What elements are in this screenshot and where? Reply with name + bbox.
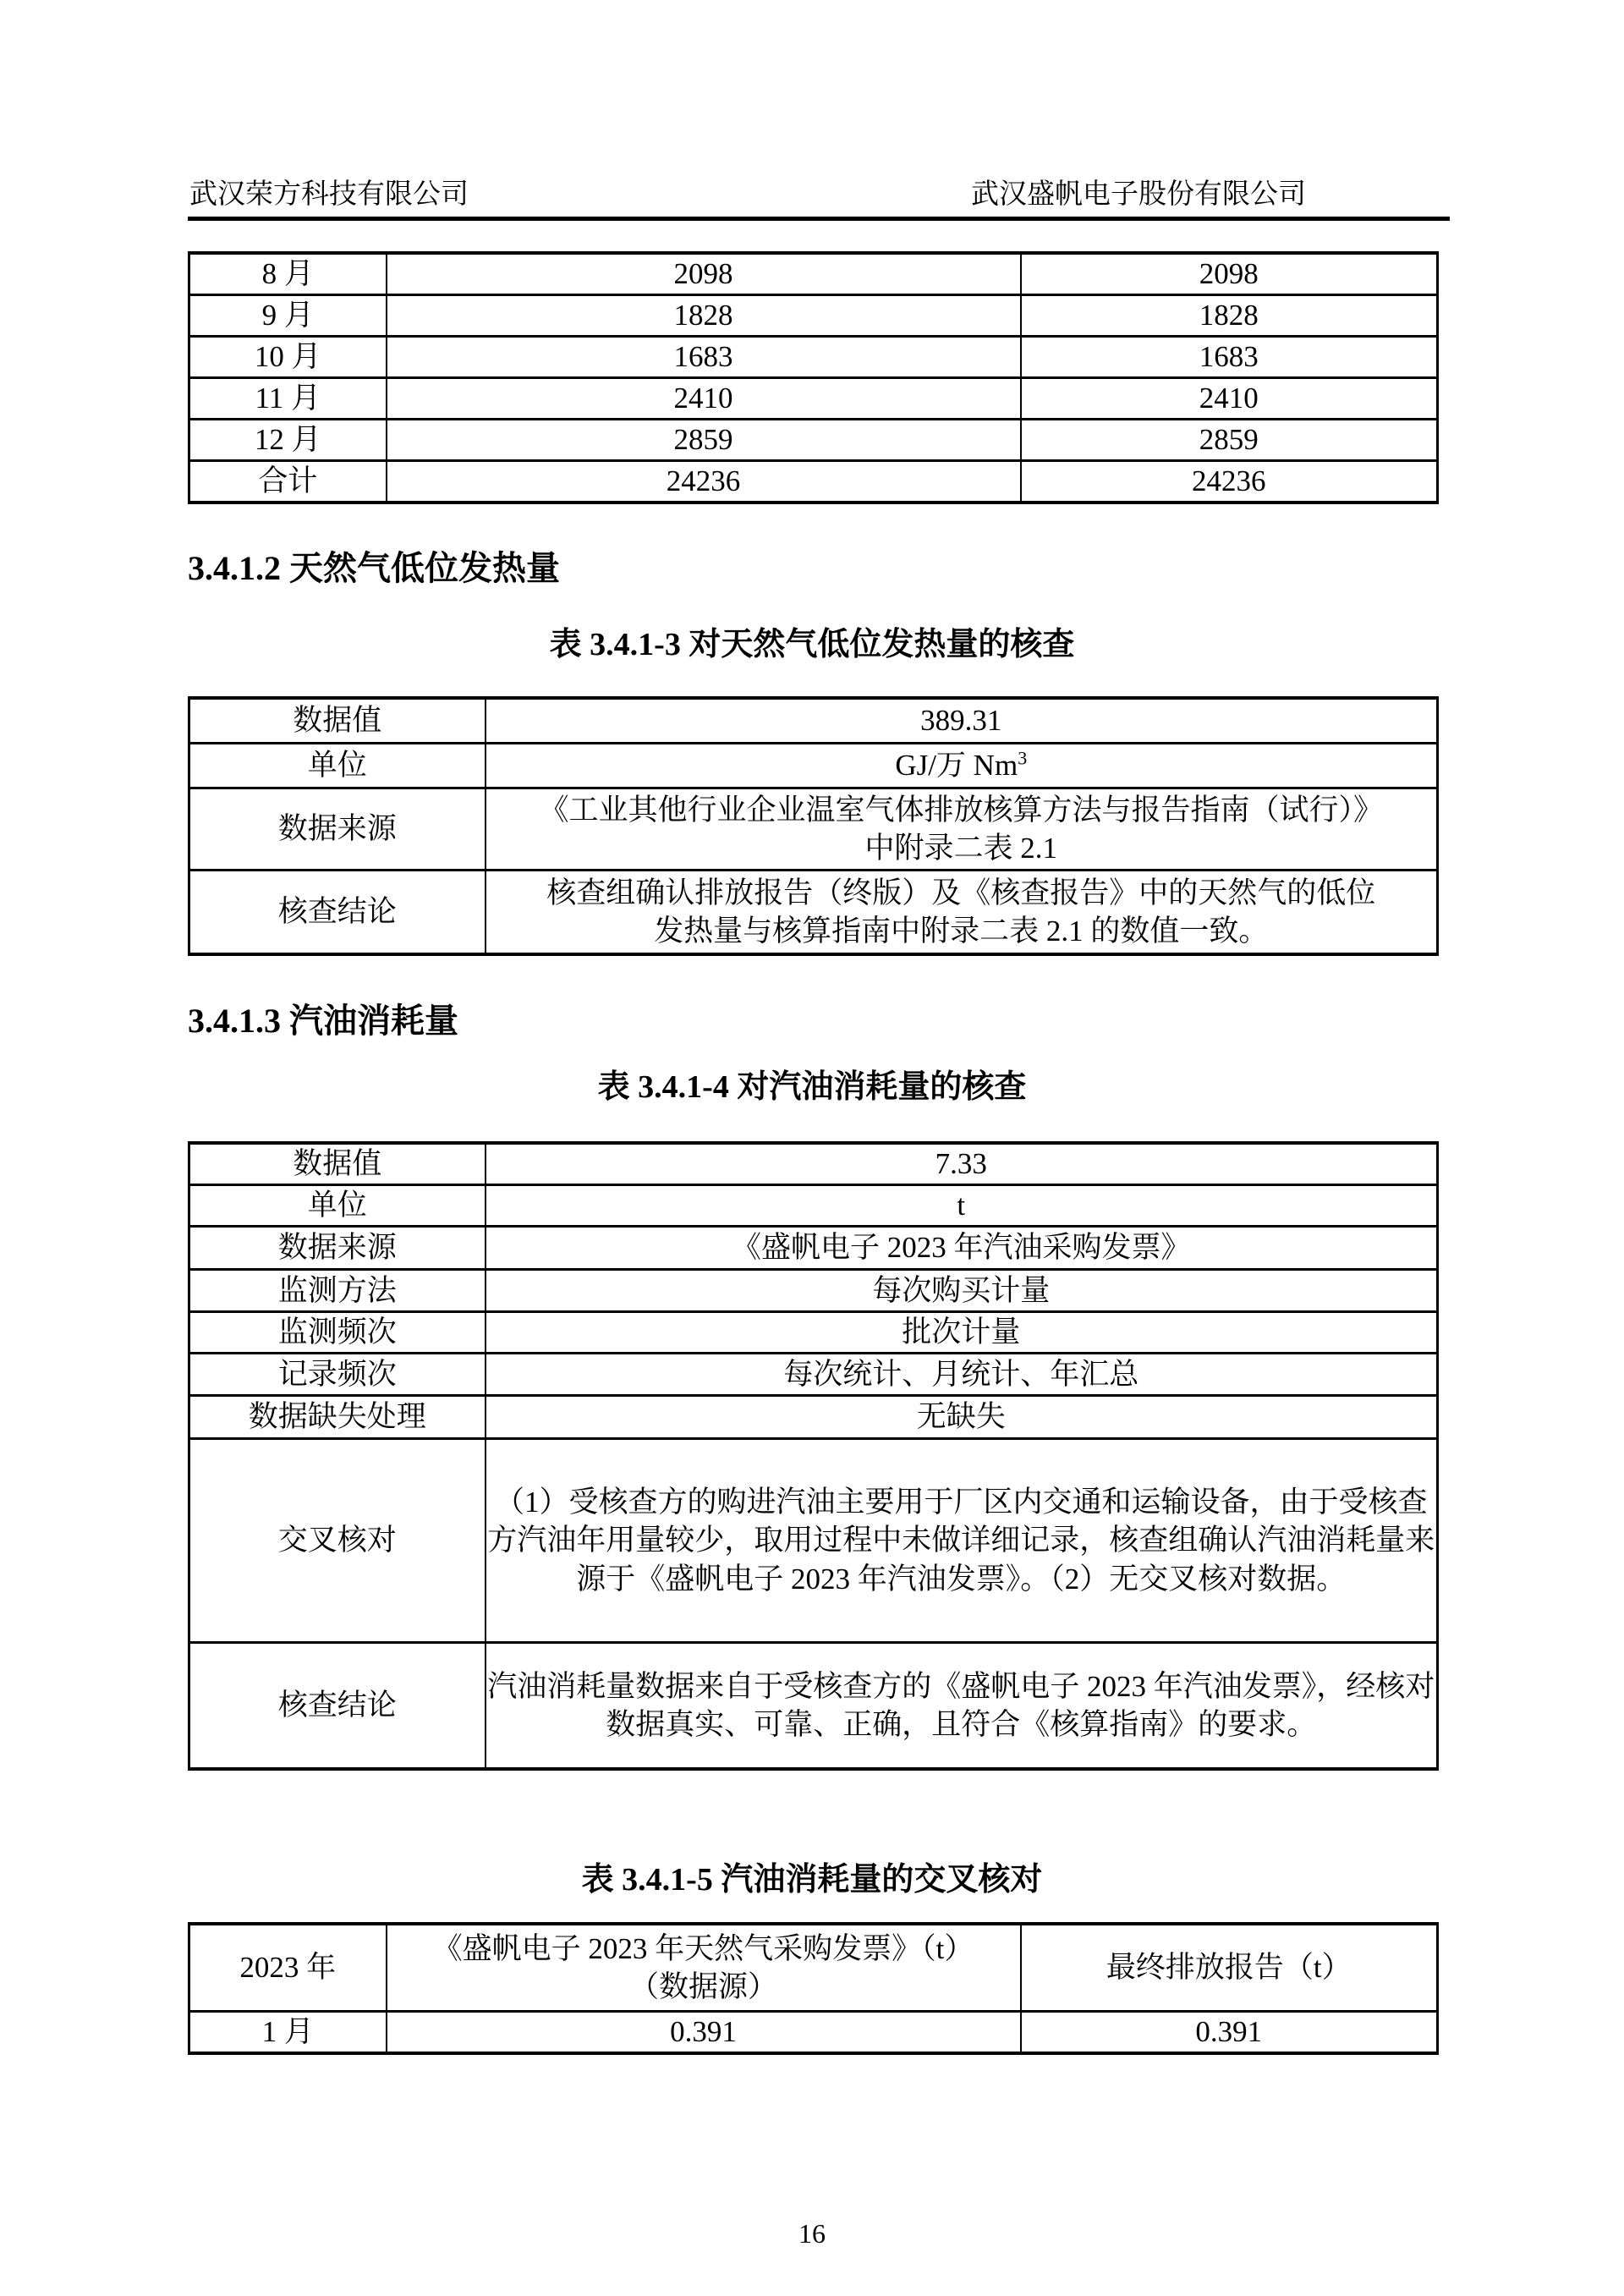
cell-month: 12 月 [189,420,387,461]
table-row [189,788,1438,871]
cell-label-data-value: 数据值 [189,1143,486,1185]
cell-report-header: 最终排放报告（t） [1021,1924,1438,2012]
cell-month: 8 月 [189,253,387,295]
table-row [189,295,1438,337]
cell-data-value: 7.33 [486,1143,1438,1185]
cell-source-value: 1683 [387,337,1021,378]
cell-cross-check: （1）受核查方的购进汽油主要用于厂区内交通和运输设备，由于受核查方汽油年用量较少，取用过程中未做详细记录，核查组确认汽油消耗量来源于《盛帆电子 2023 年汽油发票》。（2）无交叉核对数据。 [486,1439,1438,1643]
table-row [189,1354,1438,1396]
unit-text: GJ/万 Nm [895,749,1018,783]
cell-missing-data: 无缺失 [486,1396,1438,1439]
cell-unit: t [486,1185,1438,1227]
table-row [189,871,1438,955]
table-row [189,1439,1438,1643]
table-row [189,1270,1438,1312]
cell-source-value: 2098 [387,253,1021,295]
cell-report-total: 24236 [1021,461,1438,503]
cell-report-value: 1683 [1021,337,1438,378]
table-caption-3-4-1-4: 表 3.4.1-4 对汽油消耗量的核查 [597,1069,1027,1105]
cell-report-value: 0.391 [1021,2012,1438,2054]
section-heading-gasoline: 3.4.1.3 汽油消耗量 [188,1002,458,1040]
invoice-header-line1: 《盛帆电子 2023 年天然气采购发票》（t） [432,1931,974,1965]
gasoline-verification-table [188,1141,1439,1771]
cell-label-unit: 单位 [189,1185,486,1227]
cell-data-value: 389.31 [486,698,1438,744]
cell-label-data-value: 数据值 [189,698,486,744]
header-rule [188,217,1450,221]
cell-invoice-value: 0.391 [387,2012,1021,2054]
cell-year-header: 2023 年 [189,1924,387,2012]
table-row [189,1185,1438,1227]
page-number: 16 [798,2218,826,2249]
section-heading-ng-heat: 3.4.1.2 天然气低位发热量 [188,549,560,587]
table-row [189,1643,1438,1770]
cell-month: 10 月 [189,337,387,378]
cell-invoice-header [387,1924,1021,2012]
data-source-line2: 中附录二表 2.1 [864,832,1057,865]
table-caption-3-4-1-3: 表 3.4.1-3 对天然气低位发热量的核查 [549,627,1075,662]
gasoline-cross-check-table [188,1922,1439,2055]
monthly-consumption-table [188,251,1439,504]
cell-data-source: 《盛帆电子 2023 年汽油采购发票》 [486,1227,1438,1270]
cell-label-monitoring-method: 监测方法 [189,1270,486,1312]
cell-source-value: 2410 [387,378,1021,420]
cell-month: 1 月 [189,2012,387,2054]
cell-total-label: 合计 [189,461,387,503]
cell-label-data-source: 数据来源 [189,1227,486,1270]
cell-label-conclusion: 核查结论 [189,1643,486,1770]
cell-label-data-source: 数据来源 [189,788,486,871]
conclusion-line1: 核查组确认排放报告（终版）及《核查报告》中的天然气的低位 [546,876,1376,909]
cell-conclusion [486,871,1438,955]
table-row [189,744,1438,788]
header-company-name: 武汉盛帆电子股份有限公司 [971,179,1306,210]
cell-report-value: 2098 [1021,253,1438,295]
cell-report-value: 1828 [1021,295,1438,337]
table-row [189,698,1438,744]
cell-unit [486,744,1438,788]
table-row [189,253,1438,295]
table-caption-3-4-1-5: 表 3.4.1-5 汽油消耗量的交叉核对 [581,1862,1043,1898]
table-row [189,378,1438,420]
table-row-total [189,461,1438,503]
cell-label-cross-check: 交叉核对 [189,1439,486,1643]
table-header-row [189,1924,1438,2012]
cell-monitoring-method: 每次购买计量 [486,1270,1438,1312]
cell-label-missing-data: 数据缺失处理 [189,1396,486,1439]
cell-label-unit: 单位 [189,744,486,788]
ng-heat-value-table [188,696,1439,956]
invoice-header-line2: （数据源） [628,1970,777,2003]
cell-label-conclusion: 核查结论 [189,871,486,955]
cell-source-value: 2859 [387,420,1021,461]
cell-source-value: 1828 [387,295,1021,337]
table-row [189,420,1438,461]
unit-superscript: 3 [1018,747,1028,769]
table-row [189,2012,1438,2054]
cell-data-source [486,788,1438,871]
conclusion-line2: 发热量与核算指南中附录二表 2.1 的数值一致。 [654,915,1269,948]
table-row [189,1396,1438,1439]
cell-label-monitoring-frequency: 监测频次 [189,1312,486,1354]
cell-month: 9 月 [189,295,387,337]
cell-conclusion: 汽油消耗量数据来自于受核查方的《盛帆电子 2023 年汽油发票》，经核对数据真实、可靠、正确，且符合《核算指南》的要求。 [486,1643,1438,1770]
cell-report-value: 2410 [1021,378,1438,420]
cell-month: 11 月 [189,378,387,420]
cell-record-frequency: 每次统计、月统计、年汇总 [486,1354,1438,1396]
table-row [189,337,1438,378]
table-row [189,1143,1438,1185]
table-row [189,1312,1438,1354]
cell-label-record-frequency: 记录频次 [189,1354,486,1396]
cell-monitoring-frequency: 批次计量 [486,1312,1438,1354]
header-verifier-name: 武汉荣方科技有限公司 [189,179,469,210]
cell-report-value: 2859 [1021,420,1438,461]
table-row [189,1227,1438,1270]
data-source-line1: 《工业其他行业企业温室气体排放核算方法与报告指南（试行）》 [539,793,1383,827]
cell-source-total: 24236 [387,461,1021,503]
